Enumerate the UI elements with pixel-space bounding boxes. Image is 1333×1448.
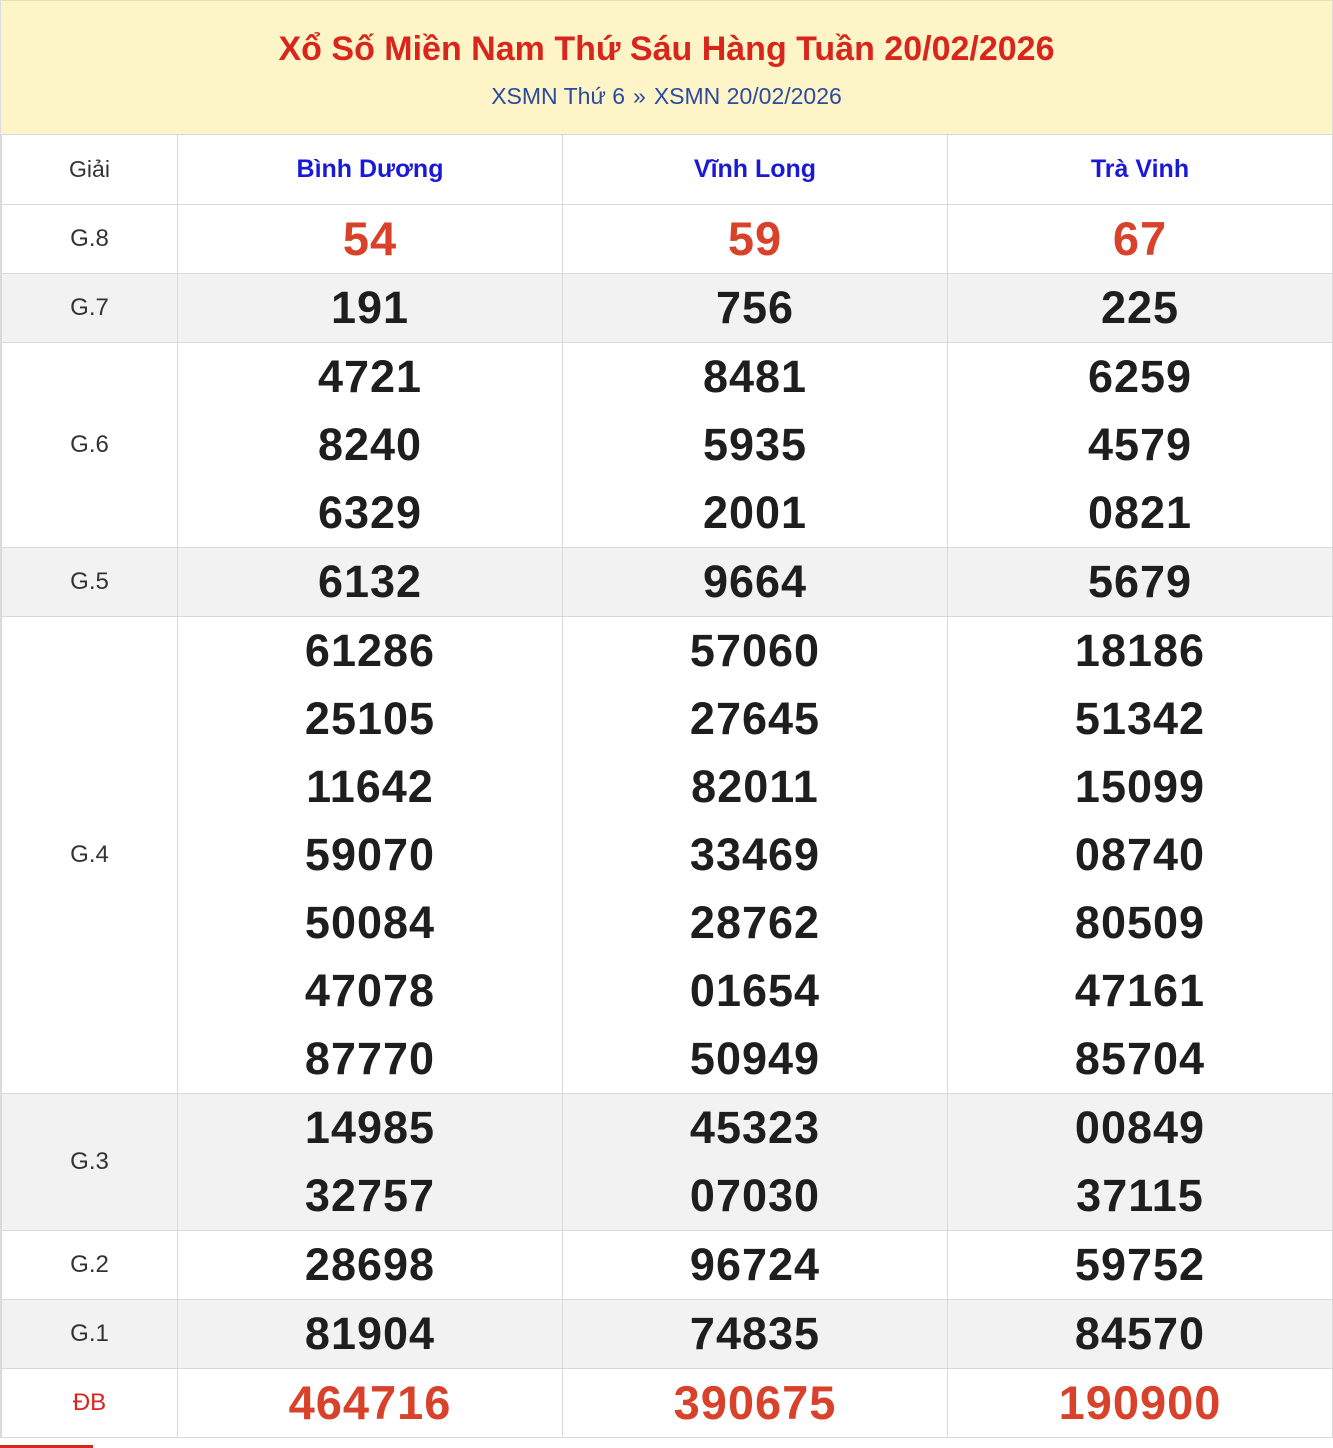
prize-row [2, 1369, 1333, 1438]
result-number: 59752 [1074, 1239, 1206, 1290]
result-cell-binh-duong [178, 205, 563, 274]
prize-label: G.6 [2, 343, 178, 548]
result-number: 6132 [317, 556, 423, 607]
result-number: 00849 [1074, 1102, 1206, 1153]
result-number: 18186 [1074, 625, 1206, 676]
result-cell-vinh-long [563, 617, 948, 1094]
result-number: 11642 [306, 761, 434, 812]
result-cell-binh-duong [178, 548, 563, 617]
result-number: 81904 [304, 1308, 436, 1359]
result-number: 07030 [689, 1170, 821, 1221]
result-number: 96724 [689, 1239, 821, 1290]
result-number: 9664 [702, 556, 808, 607]
result-number: 47078 [304, 965, 436, 1016]
prize-row [2, 343, 1333, 548]
prize-label: G.1 [2, 1300, 178, 1369]
result-number: 756 [715, 282, 795, 333]
result-cell-tra-vinh [948, 274, 1333, 343]
result-number: 33469 [689, 829, 821, 880]
breadcrumb-separator: » [633, 83, 646, 109]
prize-row [2, 1300, 1333, 1369]
result-number: 84570 [1074, 1308, 1206, 1359]
prize-row [2, 205, 1333, 274]
prize-row [2, 274, 1333, 343]
province-header-binh-duong[interactable]: Bình Dương [178, 135, 563, 205]
result-number: 32757 [304, 1170, 436, 1221]
result-number: 27645 [689, 693, 821, 744]
result-number: 59 [727, 212, 783, 265]
result-cell-vinh-long [563, 274, 948, 343]
page-title: Xổ Số Miền Nam Thứ Sáu Hàng Tuần 20/02/2026 [278, 30, 1055, 68]
result-number: 6259 [1087, 351, 1193, 402]
result-cell-tra-vinh [948, 548, 1333, 617]
prize-label: G.5 [2, 548, 178, 617]
result-cell-tra-vinh [948, 343, 1333, 548]
result-number: 50949 [689, 1033, 821, 1084]
prize-row [2, 1231, 1333, 1300]
result-number: 59070 [304, 829, 436, 880]
special-prize-number: 190900 [1058, 1376, 1222, 1429]
result-number: 57060 [689, 625, 821, 676]
result-number: 28698 [304, 1239, 436, 1290]
result-cell-vinh-long [563, 1094, 948, 1231]
result-number: 191 [330, 282, 410, 333]
result-number: 5679 [1087, 556, 1193, 607]
result-cell-vinh-long [563, 1369, 948, 1438]
result-number: 61286 [304, 625, 436, 676]
prize-row [2, 548, 1333, 617]
prize-label: G.8 [2, 205, 178, 274]
result-cell-binh-duong [178, 1231, 563, 1300]
result-cell-vinh-long [563, 205, 948, 274]
result-number: 2001 [702, 487, 808, 538]
result-number: 54 [342, 212, 398, 265]
table-header-row [2, 135, 1333, 205]
result-number: 8481 [702, 351, 808, 402]
prize-label: ĐB [2, 1369, 178, 1438]
result-cell-tra-vinh [948, 205, 1333, 274]
result-cell-binh-duong [178, 617, 563, 1094]
result-number: 28762 [689, 897, 821, 948]
result-cell-tra-vinh [948, 1094, 1333, 1231]
result-cell-vinh-long [563, 1231, 948, 1300]
result-cell-tra-vinh [948, 1369, 1333, 1438]
result-number: 47161 [1074, 965, 1206, 1016]
special-prize-number: 390675 [673, 1376, 837, 1429]
result-number: 0821 [1087, 487, 1193, 538]
result-number: 08740 [1074, 829, 1206, 880]
result-cell-binh-duong [178, 1369, 563, 1438]
result-number: 14985 [304, 1102, 436, 1153]
province-header-tra-vinh[interactable]: Trà Vinh [948, 135, 1333, 205]
result-number: 5935 [702, 419, 808, 470]
result-number: 82011 [691, 761, 819, 812]
result-cell-binh-duong [178, 274, 563, 343]
results-table [1, 134, 1333, 1438]
result-number: 51342 [1074, 693, 1206, 744]
special-prize-number: 464716 [288, 1376, 452, 1429]
province-header-vinh-long[interactable]: Vĩnh Long [563, 135, 948, 205]
prize-row [2, 1094, 1333, 1231]
prize-label: G.3 [2, 1094, 178, 1231]
result-number: 8240 [317, 419, 423, 470]
result-cell-binh-duong [178, 1094, 563, 1231]
result-number: 15099 [1074, 761, 1206, 812]
result-number: 50084 [304, 897, 436, 948]
prize-column-header: Giải [2, 135, 178, 205]
result-cell-binh-duong [178, 1300, 563, 1369]
result-cell-tra-vinh [948, 617, 1333, 1094]
result-cell-tra-vinh [948, 1231, 1333, 1300]
result-number: 80509 [1074, 897, 1206, 948]
result-number: 4579 [1087, 419, 1193, 470]
result-number: 87770 [304, 1033, 436, 1084]
result-number: 74835 [689, 1308, 821, 1359]
result-cell-vinh-long [563, 343, 948, 548]
prize-label: G.2 [2, 1231, 178, 1300]
result-number: 225 [1100, 282, 1180, 333]
result-cell-binh-duong [178, 343, 563, 548]
result-cell-tra-vinh [948, 1300, 1333, 1369]
result-number: 25105 [304, 693, 436, 744]
results-header [1, 0, 1332, 134]
breadcrumb [1, 81, 1332, 111]
result-number: 6329 [317, 487, 423, 538]
result-number: 37115 [1076, 1170, 1204, 1221]
breadcrumb-link-weekday[interactable]: XSMN Thứ 6 [491, 83, 626, 109]
result-number: 45323 [689, 1102, 821, 1153]
result-number: 01654 [689, 965, 821, 1016]
breadcrumb-link-date[interactable]: XSMN 20/02/2026 [653, 83, 842, 109]
result-number: 4721 [317, 351, 423, 402]
result-number: 85704 [1074, 1033, 1206, 1084]
result-cell-vinh-long [563, 1300, 948, 1369]
prize-label: G.4 [2, 617, 178, 1094]
result-number: 67 [1112, 212, 1168, 265]
result-cell-vinh-long [563, 548, 948, 617]
prize-label: G.7 [2, 274, 178, 343]
prize-row [2, 617, 1333, 1094]
